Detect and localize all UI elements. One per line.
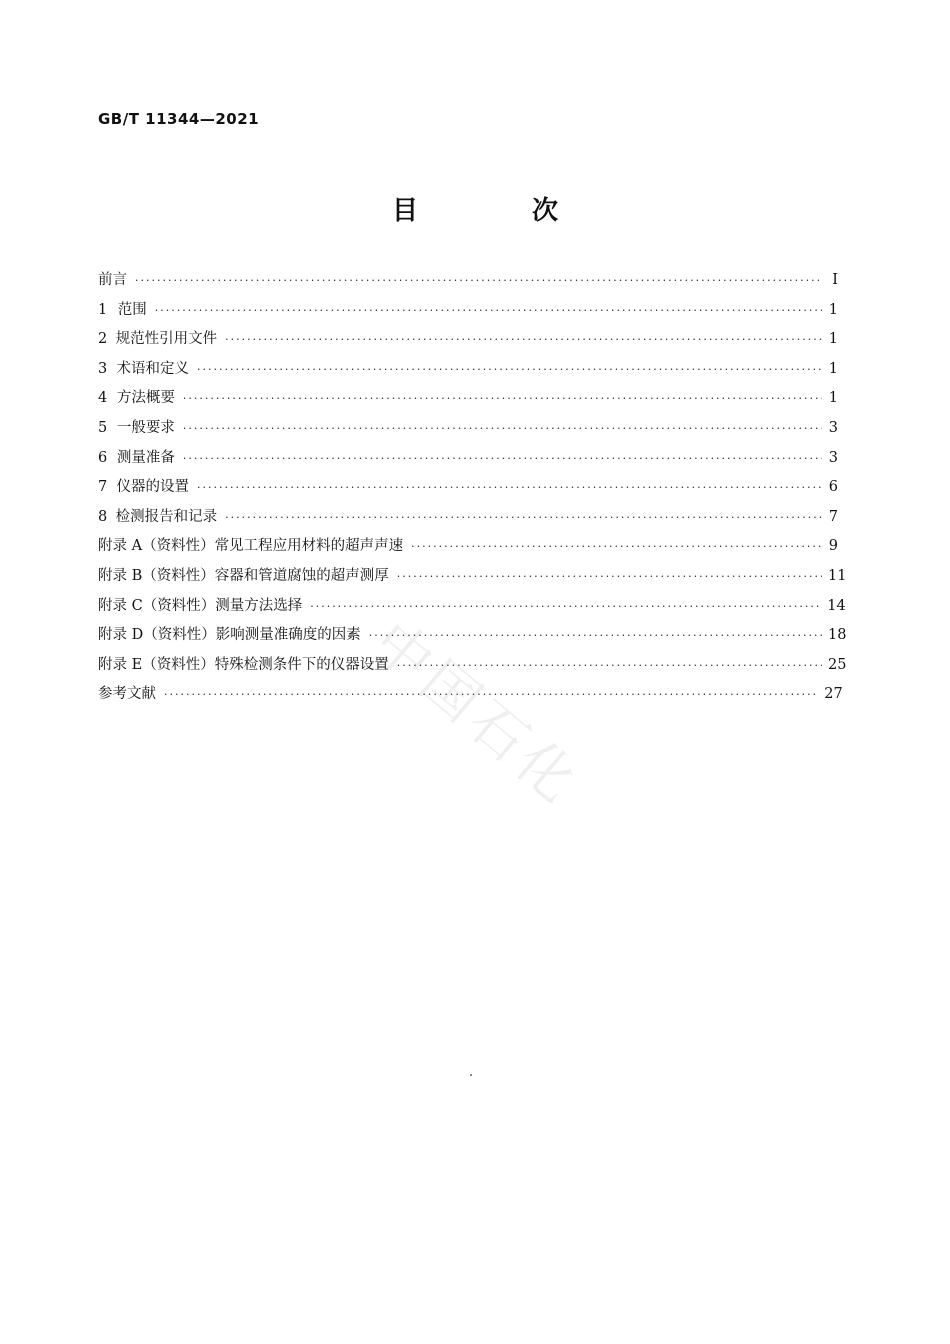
scan-speck [470, 1074, 472, 1076]
toc-entry-title: 常见工程应用材料的超声声速 [214, 538, 404, 555]
toc-dot-leader [411, 540, 822, 553]
toc-entry-appendix-label: 附录 A（资料性） [98, 538, 215, 555]
toc-dot-leader [369, 629, 822, 642]
toc-entry-page: 9 [828, 538, 838, 555]
toc-entry-title: 仪器的设置 [116, 479, 189, 496]
toc-entry-number: 3 [98, 360, 108, 377]
toc-dot-leader [135, 274, 822, 287]
toc-entry[interactable] [98, 298, 838, 328]
toc-entry-title: 术语和定义 [116, 360, 189, 377]
toc-entry[interactable] [98, 475, 838, 505]
toc-entry-title: 范围 [117, 301, 147, 318]
toc-dot-leader [397, 659, 822, 672]
toc-entry-page: 18 [828, 627, 847, 644]
toc-entry-title: 规范性引用文件 [115, 331, 218, 348]
toc-entry-number: 4 [98, 390, 108, 407]
toc-entry[interactable] [98, 534, 838, 564]
toc-entry[interactable] [98, 682, 843, 712]
toc-entry-page: 1 [828, 301, 838, 318]
toc-entry[interactable] [98, 327, 838, 357]
toc-entry-page: 1 [828, 390, 838, 407]
toc-entry[interactable] [98, 446, 838, 476]
toc-dot-leader [197, 481, 822, 494]
toc-dot-leader [164, 688, 818, 701]
toc-entry-number: 2 [98, 331, 108, 348]
toc-entry-appendix-label: 附录 D（资料性） [98, 627, 216, 644]
toc-entry-title: 容器和管道腐蚀的超声测厚 [214, 567, 389, 584]
toc-entry-page: 14 [827, 597, 846, 614]
standard-code: GB/T 11344—2021 [98, 110, 260, 128]
toc-entry-page: Ⅰ [832, 272, 838, 288]
toc-entry-page: 3 [828, 419, 838, 436]
toc-dot-leader [225, 511, 822, 524]
toc-entry-number: 5 [98, 419, 108, 436]
toc-entry-title: 测量方法选择 [215, 597, 303, 614]
toc-entry-appendix-label: 附录 E（资料性） [98, 656, 215, 673]
toc-entry-number: 8 [98, 508, 108, 525]
toc-entry-appendix-label: 附录 C（资料性） [98, 597, 216, 614]
toc-dot-leader [155, 304, 822, 317]
table-of-contents [98, 268, 847, 712]
toc-entry-number: 7 [98, 479, 108, 496]
toc-dot-leader [197, 363, 822, 376]
toc-dot-leader [183, 392, 822, 405]
toc-entry[interactable] [98, 416, 838, 446]
toc-entry-title: 方法概要 [116, 390, 175, 407]
toc-dot-leader [225, 333, 822, 346]
toc-dot-leader [183, 422, 822, 435]
toc-entry-title: 测量准备 [116, 449, 175, 466]
toc-entry[interactable] [98, 386, 838, 416]
toc-entry-page: 27 [824, 686, 843, 703]
toc-entry-title: 影响测量准确度的因素 [215, 627, 361, 644]
watermark: 中国石化 [360, 609, 593, 819]
toc-entry-page: 3 [828, 449, 838, 466]
toc-entry[interactable] [98, 268, 838, 298]
toc-entry-number: 1 [98, 301, 108, 318]
toc-entry[interactable] [98, 653, 847, 683]
toc-entry-title: 特殊检测条件下的仪器设置 [214, 656, 389, 673]
toc-title: 目 次 [391, 196, 602, 226]
toc-entry-title: 前言 [98, 272, 127, 288]
toc-dot-leader [183, 452, 822, 465]
toc-entry[interactable] [98, 594, 846, 624]
toc-entry[interactable] [98, 505, 838, 535]
toc-entry[interactable] [98, 357, 838, 387]
toc-entry-page: 11 [828, 567, 847, 584]
toc-entry[interactable] [98, 564, 847, 594]
toc-entry-appendix-label: 附录 B（资料性） [98, 567, 215, 584]
toc-entry-title: 检测报告和记录 [115, 508, 218, 525]
toc-entry-page: 6 [828, 479, 838, 496]
toc-entry-number: 6 [98, 449, 108, 466]
toc-entry-page: 7 [828, 508, 838, 525]
toc-entry-title: 一般要求 [116, 419, 175, 436]
toc-entry-title: 参考文献 [98, 686, 156, 703]
toc-dot-leader [310, 600, 821, 613]
toc-entry-page: 25 [828, 656, 847, 673]
toc-entry-page: 1 [828, 331, 838, 348]
toc-dot-leader [397, 570, 822, 583]
toc-entry-page: 1 [828, 360, 838, 377]
toc-entry[interactable] [98, 623, 847, 653]
